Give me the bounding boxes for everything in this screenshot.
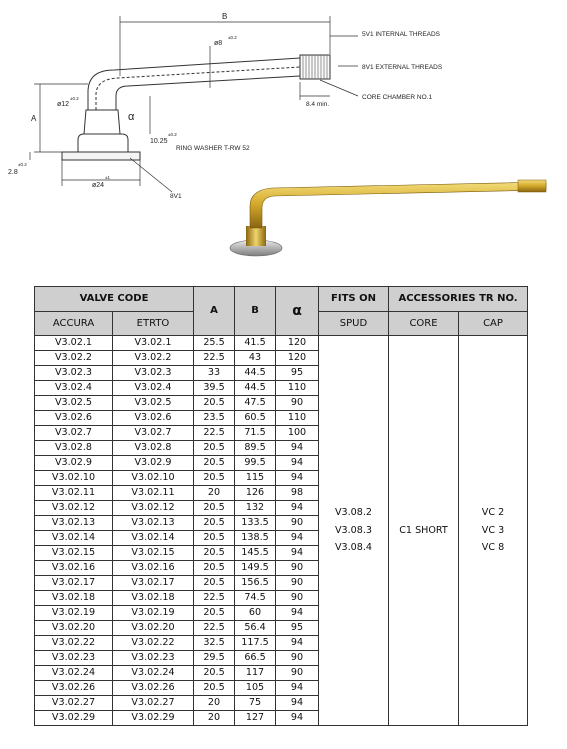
header-accura: ACCURA [35,312,113,336]
header-fits-on: FITS ON [319,287,389,312]
cell-etrto: V3.02.4 [113,381,194,396]
cell-accura: V3.02.22 [35,636,113,651]
cell-b: 66.5 [235,651,276,666]
dim-bore-tol: ±0.2 [228,35,237,40]
cell-alpha: 90 [276,396,319,411]
cell-accura: V3.02.7 [35,426,113,441]
cell-a: 20.5 [194,516,235,531]
dim-washer-label: 2.8 [8,169,18,176]
cell-alpha: 90 [276,561,319,576]
dim-a-label: A [31,114,37,123]
cell-etrto: V3.02.13 [113,516,194,531]
cell-alpha: 110 [276,411,319,426]
cap-item: VC 3 [481,524,505,536]
cell-a: 29.5 [194,651,235,666]
spud-item: V3.08.3 [334,524,373,536]
header-spud: SPUD [319,312,389,336]
cell-alpha: 95 [276,366,319,381]
cell-alpha: 94 [276,711,319,726]
cell-accura: V3.02.10 [35,471,113,486]
cell-a: 20.5 [194,396,235,411]
header-b: B [235,287,276,336]
cell-alpha: 95 [276,621,319,636]
cell-alpha: 100 [276,426,319,441]
cell-b: 145.5 [235,546,276,561]
cell-b: 43 [235,351,276,366]
label-internal-threads: 5V1 INTERNAL THREADS [362,31,441,38]
dim-b-label: B [222,12,228,21]
dim-base-label: ø24 [92,182,105,189]
cell-a: 39.5 [194,381,235,396]
table-body [35,336,528,726]
cell-a: 22.5 [194,426,235,441]
header-etrto: ETRTO [113,312,194,336]
cell-a: 20.5 [194,501,235,516]
header-valve-code: VALVE CODE [35,287,194,312]
cell-b: 75 [235,696,276,711]
cell-accura: V3.02.27 [35,696,113,711]
valve-photo [230,180,546,256]
cell-b: 138.5 [235,531,276,546]
dim-bore-label: ø8 [214,40,223,47]
cell-etrto: V3.02.23 [113,651,194,666]
cell-etrto: V3.02.8 [113,441,194,456]
cell-accura: V3.02.18 [35,591,113,606]
cell-b: 156.5 [235,576,276,591]
cell-b: 89.5 [235,441,276,456]
cell-etrto: V3.02.10 [113,471,194,486]
cell-etrto: V3.02.18 [113,591,194,606]
cell-a: 23.5 [194,411,235,426]
cell-a: 20.5 [194,561,235,576]
cell-b: 74.5 [235,591,276,606]
cell-etrto: V3.02.5 [113,396,194,411]
header-accessories: ACCESSORIES TR NO. [389,287,528,312]
cell-a: 20.5 [194,441,235,456]
cell-etrto: V3.02.3 [113,366,194,381]
cell-alpha: 94 [276,441,319,456]
cell-accura: V3.02.24 [35,666,113,681]
label-core-chamber: CORE CHAMBER NO.1 [362,94,433,101]
cell-accura: V3.02.13 [35,516,113,531]
cell-b: 149.5 [235,561,276,576]
cell-etrto: V3.02.29 [113,711,194,726]
dim-height-label: 10.25 [150,138,168,145]
cap-item: VC 2 [481,507,505,519]
cell-a: 20 [194,696,235,711]
cell-etrto: V3.02.20 [113,621,194,636]
cell-alpha: 94 [276,546,319,561]
cell-a: 22.5 [194,351,235,366]
cell-etrto: V3.02.15 [113,546,194,561]
cell-a: 32.5 [194,636,235,651]
dim-base-tol: ±1 [105,175,110,180]
dim-min-label: 8.4 min. [306,101,330,108]
header-alpha: α [276,287,319,336]
cell-etrto: V3.02.24 [113,666,194,681]
cell-accura: V3.02.19 [35,606,113,621]
cell-a: 20.5 [194,531,235,546]
dim-alpha-label: α [128,111,135,123]
cell-accura: V3.02.23 [35,651,113,666]
cell-b: 56.4 [235,621,276,636]
cell-a: 20.5 [194,681,235,696]
cell-b: 44.5 [235,381,276,396]
cell-etrto: V3.02.16 [113,561,194,576]
cell-b: 41.5 [235,336,276,351]
cell-alpha: 94 [276,681,319,696]
spud-item: V3.08.2 [334,507,373,519]
cell-alpha: 94 [276,456,319,471]
cell-etrto: V3.02.6 [113,411,194,426]
cell-accura: V3.02.6 [35,411,113,426]
cell-etrto: V3.02.11 [113,486,194,501]
cell-accura: V3.02.9 [35,456,113,471]
cell-a: 20 [194,486,235,501]
cell-cap [459,336,528,726]
cell-a: 20 [194,711,235,726]
cell-accura: V3.02.11 [35,486,113,501]
cell-b: 127 [235,711,276,726]
cell-etrto: V3.02.2 [113,351,194,366]
cell-etrto: V3.02.26 [113,681,194,696]
valve-technical-drawing [0,0,567,280]
cell-a: 20.5 [194,546,235,561]
cell-accura: V3.02.4 [35,381,113,396]
cell-alpha: 98 [276,486,319,501]
cell-alpha: 110 [276,381,319,396]
cell-accura: V3.02.12 [35,501,113,516]
cell-etrto: V3.02.27 [113,696,194,711]
table-row [35,336,528,351]
cell-etrto: V3.02.1 [113,336,194,351]
cell-etrto: V3.02.9 [113,456,194,471]
cell-core: C1 SHORT [389,336,459,726]
spud-item: V3.08.4 [334,542,373,554]
cap-item: VC 8 [481,542,505,554]
valve-spec-table [34,286,528,726]
cell-a: 22.5 [194,591,235,606]
cell-alpha: 94 [276,531,319,546]
cell-alpha: 90 [276,516,319,531]
cell-b: 132 [235,501,276,516]
cell-b: 47.5 [235,396,276,411]
cell-etrto: V3.02.17 [113,576,194,591]
label-8v1: 8V1 [170,193,182,200]
cell-accura: V3.02.17 [35,576,113,591]
cell-alpha: 90 [276,651,319,666]
cell-a: 20.5 [194,606,235,621]
cell-b: 117 [235,666,276,681]
cell-a: 25.5 [194,336,235,351]
cell-b: 60 [235,606,276,621]
cell-a: 20.5 [194,471,235,486]
dim-neck-label: ø12 [57,101,70,108]
dim-height-tol: ±0.2 [168,132,177,137]
cell-accura: V3.02.5 [35,396,113,411]
cell-b: 133.5 [235,516,276,531]
cell-b: 117.5 [235,636,276,651]
cell-a: 22.5 [194,621,235,636]
cell-b: 71.5 [235,426,276,441]
cell-a: 20.5 [194,576,235,591]
header-a: A [194,287,235,336]
cell-b: 60.5 [235,411,276,426]
cell-etrto: V3.02.22 [113,636,194,651]
label-ring-washer: RING WASHER T-RW 52 [176,145,250,152]
cell-accura: V3.02.14 [35,531,113,546]
cell-b: 99.5 [235,456,276,471]
cell-b: 105 [235,681,276,696]
cell-accura: V3.02.16 [35,561,113,576]
cell-alpha: 94 [276,501,319,516]
cell-etrto: V3.02.14 [113,531,194,546]
cell-alpha: 120 [276,336,319,351]
cell-etrto: V3.02.7 [113,426,194,441]
header-core: CORE [389,312,459,336]
dim-neck-tol: ±0.2 [70,96,79,101]
cell-a: 20.5 [194,456,235,471]
cell-alpha: 94 [276,606,319,621]
cell-accura: V3.02.1 [35,336,113,351]
label-external-threads: 8V1 EXTERNAL THREADS [362,64,443,71]
cell-alpha: 90 [276,576,319,591]
cell-a: 33 [194,366,235,381]
dim-washer-tol: ±0.2 [18,162,27,167]
cell-b: 115 [235,471,276,486]
cell-alpha: 94 [276,636,319,651]
cell-alpha: 120 [276,351,319,366]
cell-etrto: V3.02.12 [113,501,194,516]
cell-alpha: 90 [276,591,319,606]
header-cap: CAP [459,312,528,336]
cell-etrto: V3.02.19 [113,606,194,621]
cell-b: 126 [235,486,276,501]
cell-alpha: 90 [276,666,319,681]
cell-accura: V3.02.26 [35,681,113,696]
cell-spud [319,336,389,726]
cell-alpha: 94 [276,471,319,486]
cell-accura: V3.02.8 [35,441,113,456]
cell-a: 20.5 [194,666,235,681]
cell-accura: V3.02.2 [35,351,113,366]
cell-accura: V3.02.20 [35,621,113,636]
cell-b: 44.5 [235,366,276,381]
cell-alpha: 94 [276,696,319,711]
cell-accura: V3.02.29 [35,711,113,726]
cell-accura: V3.02.3 [35,366,113,381]
cell-accura: V3.02.15 [35,546,113,561]
